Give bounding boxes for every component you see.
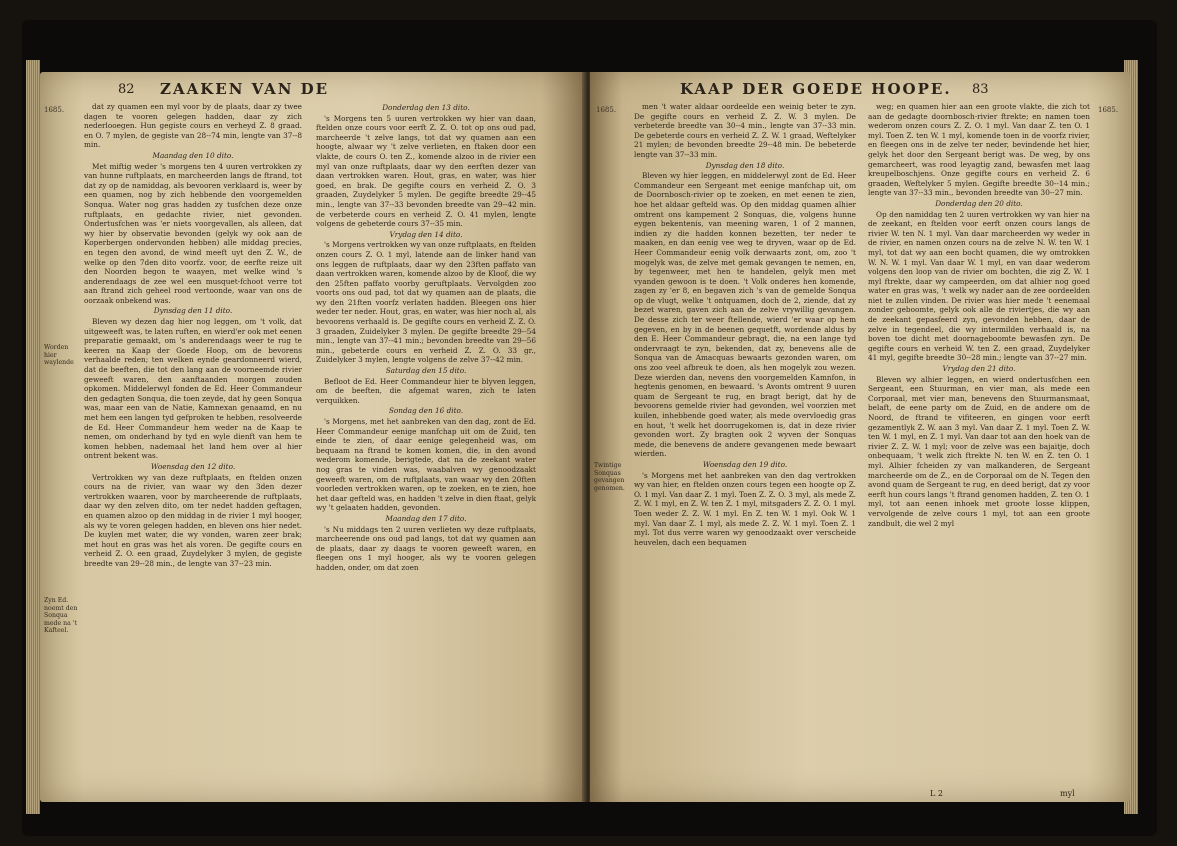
right-year-note: 1685. bbox=[596, 106, 617, 114]
left-page-edges bbox=[26, 60, 40, 814]
paragraph: 's Morgens met het aanbreken van den dag vertrokken wy van hier, en ftelden onzen cours tegen een hoogte op Z. O. 1 myl. Van daar Z. 1 myl. Toen Z. Z. O. 3 myl, als mede Z. Z. W. 1 myl, en Z. W. ten Z. 1 myl, mitsgaders Z. Z. O. 1 myl. Toen weder Z. Z. W. 1 myl. En Z. ten W. 1 myl. Ook W. 1 myl. Van daar Z. 1 myl, als mede Z. Z. W. 1 myl. Toen Z. 1 myl. Tot dus verre waren wy genoodzaakt over verscheide heuvelen, dach een bequamen bbox=[634, 470, 856, 547]
right-running-head bbox=[680, 80, 989, 98]
day-heading: Vrydag den 21 dito. bbox=[942, 364, 1016, 374]
paragraph: 's Nu middags ten 2 uuren verlieten wy deze ruftplaats, marcheerende ons oud pad langs, tot dat wy quamen aan de plaats, daar zy daags te vooren geweeft waren, en fleegen ons 1 myl hooger, als wy te vooren gelegen hadden, onder, om dat zoen bbox=[316, 524, 536, 572]
left-page bbox=[40, 72, 585, 802]
day-heading: Saturdag den 15 dito. bbox=[385, 366, 467, 376]
day-heading: Dynsdag den 18 dito. bbox=[705, 160, 785, 170]
signature-mark: L 2 bbox=[930, 789, 943, 798]
right-column-1 bbox=[634, 102, 856, 548]
day-heading: Woensdag den 12 dito. bbox=[150, 461, 236, 471]
paragraph: Bleven wy dezen dag hier nog leggen, om 't volk, dat uitgeweeft was, te laten ruften, en wierd'er ook met eenen preparatie gemaakt, om 's anderendaags weer te rug te keeren na Kaap der Goede Hoop, om de bevorens verhaalde reden; ten welken eynde geardonneerd wierd, dat de beeften, die tot den lang aan de voorneemde rivier geweeft waren, den aanftaanden morgen zouden opkomen. Middelerwyl fonden de Ed. Heer Commandeur den gedagten Sonqua, die toen zeyde, dat hy geen Sonqua was, maar een van de Natie, Kamnexan genaamd, en nu met hem een langen tyd gefproken te hebben, resolveerde de Ed. Heer Commandeur hem weder na de Kaap te nemen, om onderhand by tyd en wyle dienft van hem te komen hebben, nademaal het land hem over al hier ontrent bekent was. bbox=[84, 317, 302, 461]
catchword: myl bbox=[1060, 789, 1075, 798]
right-head-title: KAAP DER GOEDE HOOPE. bbox=[680, 80, 952, 98]
paragraph: dat zy quamen een myl voor by de plaats, daar zy twee dagen te vooren gelegen hadden, daar zy zich nederlooegen. Hun gegiste cours en verheyd Z. 8 graad. en O. 7 mylen, de gegiste van 28--74 min, lengte van 37--8 min. bbox=[84, 102, 302, 150]
left-year-note: 1685. bbox=[44, 106, 65, 114]
right-column-2 bbox=[868, 102, 1090, 529]
day-heading: Sondag den 16 dito. bbox=[388, 406, 464, 416]
day-heading: Donderdag den 13 dito. bbox=[382, 103, 470, 112]
day-heading: Maandag den 10 dito. bbox=[152, 150, 234, 160]
right-page-number: 83 bbox=[972, 82, 989, 97]
day-heading: Dynsdag den 11 dito. bbox=[153, 306, 233, 316]
right-page bbox=[590, 72, 1130, 802]
left-page-number: 82 bbox=[118, 82, 135, 97]
paragraph: 's Morgens vertrokken wy van onze ruftplaats, en ftelden onzen cours Z. O. 1 myl, latende aan de linker hand van ons leggen de ruftplaats, daar wy den 23ften paffato van daan vertrokken waren, komende alzoo by de Kloof, die wy den 25ften paffato voorby geruftplaats. Vervolgden zoo voorts ons oud pad, tot dat wy quamen aan de plaats, die wy den 21ften voorfz verlaten hadden. Bleegen ons hier weder ter neder. Hout, gras, en water, was hier noch al, als bevoorens verhaald is. De gegifte cours en verheid Z. Z. O. 3 graaden, Zuidelyker 3 mylen. De gegifte breedte 29--54 min., lengte van 37--41 min.; bevonden breedte van 29--56 min., gebeterde cours en verheid Z. Z. O. 33 gr., Zuidelyker 3 mylen, lengte volgens de zelve 37--42 min. bbox=[316, 240, 536, 365]
paragraph: Met miftig weder 's morgens ten 4 uuren vertrokken zy van hunne ruftplaats, en marcheerden langs de ftrand, tot dat zy op de namiddag, als bevooren verklaard is, weer by een quamen, nog by zich hebbende den voorgemelden Sonqua. Water nog gras hadden zy tusfchen deze onze ruftplaats, en gedachte rivier, niet gevonden. Ondertusfchen was 'er niets voorgevallen, als alleen, dat wy hier by observatie bevonden (gelyk wy ook aan de Koperbergen ondervonden hebben) alle middag precies, en tegen den avond, de wind meeft uyt den Z. W., de welke op den 7den dito voorfz. voor, de eerfte reize uit den Noorden begon te waayen, met welke wind 's anderendaags de zee wel een musquet-fchoot verre tot aan ftrand zich geheel rood vertoonde, waar van ons de oorzaak onbekend was. bbox=[84, 161, 302, 305]
left-column-1 bbox=[84, 102, 302, 570]
right-year-note-2: 1685. bbox=[1098, 106, 1119, 114]
paragraph: Befloot de Ed. Heer Commandeur hier te blyven leggen, om de beeften, die afgemat waren, zich te laten verquikken. bbox=[316, 376, 536, 405]
left-running-head bbox=[118, 80, 330, 98]
paragraph: Bleven wy hier leggen, en middelerwyl zont de Ed. Heer Commandeur een Sergeant met eenige manfchap uit, om de Doornbosch-rivier op te zoeken, en met eenen te zien, hoe het aldaar gefteld was. Op den middag quamen alhier omtrent ons kampement 2 Sonquas, die, volgens hunne eygen bekentenis, van meening waren, 1 of 2 mannen, indien zy die hadden konnen bezetten, ter neder te maaken, en dan eenig vee weg te dryven, waar op de Ed. Heer Commandeur eenig volk derwaarts zont, om, zoo 't mogelyk was, de zelve met gemak gevangen te nemen, en, by tegenweer, met hen te handelen, gelyk men met vyanden gewoon is te doen. 't Volk onderes hen komende, zagen zy 'er 8, en begaven zich 's van de gemelde Sonqua op de vlugt, welke 't ontquamen, doch de 2, ziende, dat zy bezet waren, gaven zich aan de zelve vrywillig gevangen. De desse zich ter weer ftellende, wierd 'er waar op hem gegeven, en by in de beenen gequetft, wordende aldus by den E. Heer Commandeur gebragt, die, na een lange tyd ondervraagt te zyn, bekenden, dat zy, benevens alle de Sonqua van de Amacquas bewaarts gezonden waren, om ons zoo veel afbreuk te doen, als hen mogelyk zou wezen. Deze wierden dan, nevens den voorgemelden Kamnfon, in hegtenis genomen, en bewaard. 's Avonts omtrent 9 uuren quam de Sergeant te rug, en bragt berigt, dat hy de bevoorens gemelde rivier had gevonden, wel voorzien met kuilen, inhebbende goed water, als mede overvloedig gras en hout, 't welk het doorrugekomen is, dat in deze rivier gevonden wort. Zy bragten ook 2 wyven der Sonquas mede, die benevens de andere gevangenen mede bewaart wierden. bbox=[634, 171, 856, 459]
day-heading: Maandag den 17 dito. bbox=[385, 513, 467, 523]
left-margin-note-1: Worden hier waylende bbox=[44, 344, 74, 367]
left-margin-note-2: Zyn Ed. noemt den Sonqua mede na 't Kafteel. bbox=[44, 597, 78, 635]
paragraph: 's Morgens, met het aanbreken van den dag, zont de Ed. Heer Commandeur eenige manfchap uit om de Zuid, ten einde te zien, of daar eenige gelegenheid was, om bequaam na ftrand te komen komen, die, in den avond wederom komende, berigtede, dat na de zeekant water nog gras te vinden was, waabalven wy genoodzaakt geweeft waren, om de ruftplaats, van waar wy den 20ften voorleden vertrokken waren, op te zoeken, en te zien, hoe het daar gefteld was, en hadden 't zelve in dien ftaat, gelyk wy 't gelaaten hadden, gevonden. bbox=[316, 417, 536, 513]
right-margin-note: Twintige Sonquas gevangen genomen. bbox=[594, 462, 625, 492]
day-heading: Woensdag den 19 dito. bbox=[702, 459, 788, 469]
paragraph: Bleven wy alhier leggen, en wierd ondertusfchen een Sergeant, een Stuurman, en vier man, als mede een Corporaal, met vier man, benevens den Stuurmansmaat, belaft, de eene party om de Zuid, en de andere om de Noord, de ftrand te vifiteeren, en gingen voor eerft gezamentlyk Z. W. aan 3 myl. Van daar Z. 1 myl. Toen Z. W. ten W. 1 myl, en Z. 1 myl. Van daar tot aan den hoek van de rivier Z. Z. W. 1 myl; voor de zelve was een bajaitje, doch onbequaam, 't welk zich ftrekte N. ten W. en Z. ten O. 1 myl. Alhier fcheiden zy van malkanderen, de Sergeant marcheerde om de Z., en de Corporaal om de N. Tegen den avond quam de Sergeant te rug, en deed berigt, dat zy voor eerft hun cours langs 't ftrand genomen hadden, Z. ten O. 1 myl, tot aan eenen inhoek met groote losse klippen, vervolgende de zelve cours 1 myl, tot aan een groote zandbult, die wel 2 myl bbox=[868, 374, 1090, 528]
paragraph: weg; en quamen hier aan een groote vlakte, die zich tot aan de gedagte doornbosch-rivier ftrekte; en namen toen wederom onzen cours Z. Z. O. 1 myl. Van daar Z. ten O. 1 myl. Toen Z. ten W. 1 myl, komende toen in de voorfz rivier, en fleegen ons in de zelve ter neder, bevindende het hier, gelyk het door den Sergeant berigt was. De weg, by ons gemarcheert, was rood leyagtig zand, bewasfen met laag kreupelboschjens. Onze gegifte cours en verheid Z. 6 graaden, Weftelyker 5 mylen. Gegifte breedte 30--14 min.; lengte van 37--33 min., bevonden breedte van 30--27 min. bbox=[868, 102, 1090, 198]
paragraph: men 't water aldaar oordeelde een weinig beter te zyn. De gegifte cours en verheid Z. Z. W. 3 mylen. De verbeterde breedte van 30--4 min., lengte van 37--33 min. De gebeterde cours en verheid Z. Z. W. 1 graad, Weftelyker 21 mylen; de bevonden breedte 29--48 min. De bebeterde lengte van 37--33 min. bbox=[634, 102, 856, 159]
left-column-2 bbox=[316, 102, 536, 574]
day-heading: Vrydag den 14 dito. bbox=[389, 229, 463, 239]
day-heading: Donderdag den 20 dito. bbox=[935, 198, 1023, 208]
paragraph: Vertrokken wy van deze ruftplaats, en ftelden onzen cours na de rivier, van waar wy den 3den dezer vertrokken waaren, voor by marcheerende de ruftplaats, daar wy den zelven dito, om ter nedet hadden geftagen, en quamen alzoo op den middag in de rivier 1 myl hooger, als wy te voren gelegen hadden, en bleven ons hier nedet. De kuylen met water, die wy vonden, waren zeer brak; met hout en gras was het als voren. De gegifte cours en verheid Z. O. een graad, Zuydelyker 3 mylen, de gegiste breedte van 29--28 min., de lengte van 37--23 min. bbox=[84, 472, 302, 568]
paragraph: Op den namiddag ten 2 uuren vertrokken wy van hier na de zeekant, en ftelden voor eerft onzen cours langs de rivier W. ten N. 1 myl. Van daar marcheerden wy weder in de rivier, en namen onzen cours na de zelve N. W. ten W. 1 myl, tot dat wy aan een bocht quamen, die wy omtrokken W. N. W. 1 myl. Van daar W. 1 myl, en van daar wederom volgens den loop van de rivier om bochten, die zig Z. W. 1 myl ftrekte, daar wy campeerden, om dat alhier nog goed water en gras was, 't welk wy nader aan de zee oordeelden niet te zullen vinden. De rivier was hier mede 't eenemaal zonder geboomte, gelyk ook alle de riviertjes, die wy aan de zeekant gepasfeerd zyn, gevonden hebben, daar de zelve in tegendeel, die wy intermilden verhaald is, na boven toe dicht met doornageboomte bewasfen zyn. De gegifte cours en verheid W. ten Z. een graad, Zuydelyker 41 myl, gegifte breedte 30--28 min.; lengte van 37--27 min. bbox=[868, 209, 1090, 363]
paragraph: 's Morgens ten 5 uuren vertrokken wy hier van daan, ftelden onze cours voor eerft Z. Z. O. tot op ons oud pad, marcheerde 't zelve langs, tot dat wy quamen aan een hoogte, alwaar wy 't zelve verlieten, en ftaken door een vlakte, de cours O. ten Z., komende alzoo in de rivier een myl van onze ruftplaats, daar wy den eerften dezer van daan vertrokken waren. Hout, gras, en water, was hier goed, en brak. De gegifte cours en verheid Z. O. 3 graaden, Zuydelyker 5 mylen. De gegifte breedte 29--45 min., lengte van 37--33 bevonden breedte van 29--42 min. de verbeterde cours en verheid Z. O. 41 mylen, lengte volgens de gebeterde cours 37--35 min. bbox=[316, 113, 536, 229]
left-head-title: ZAAKEN VAN DE bbox=[160, 80, 330, 98]
